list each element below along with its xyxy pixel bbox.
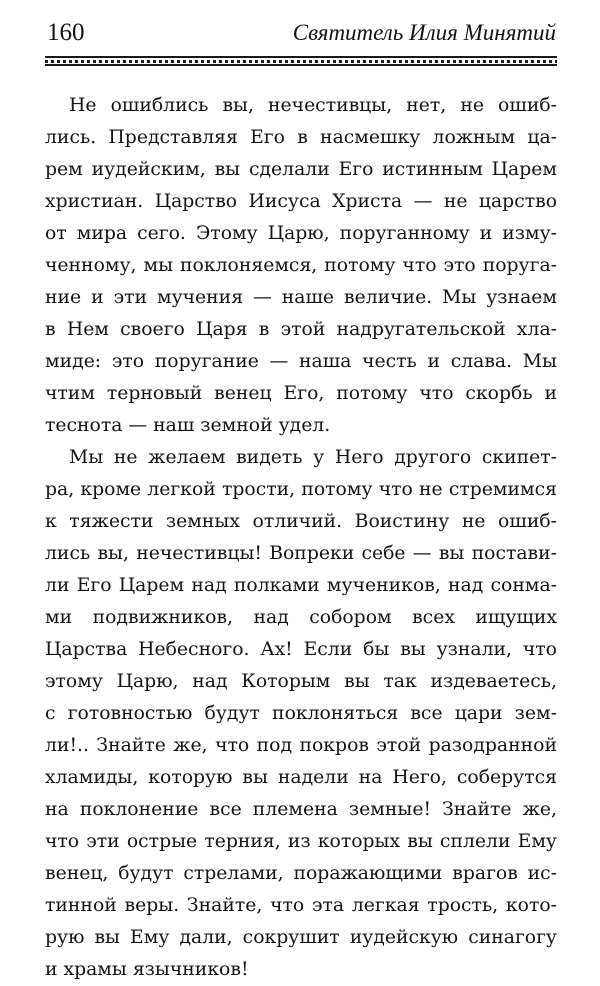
text-line: рем иудейским, вы сделали Его истинным Царем bbox=[45, 159, 557, 180]
text-line: Царства Небесного. Ах! Если бы вы узнали, что bbox=[45, 639, 557, 660]
running-title: Святитель Илия Минятий bbox=[292, 20, 556, 45]
text-line: Не ошиблись вы, нечестивцы, нет, не ошиб- bbox=[69, 95, 557, 116]
text-line: ли Его Царем над полками мучеников, над сонма- bbox=[45, 575, 557, 596]
text-line: хламиды, которую вы надели на Него, соберутся bbox=[45, 767, 557, 788]
text-line: что эти острые терния, из которых вы сплели Ему bbox=[45, 831, 557, 852]
text-line: ми подвижников, над собором всех ищущих bbox=[45, 607, 557, 628]
text-line: лись. Представляя Его в насмешку ложным ца- bbox=[45, 127, 557, 148]
text-line: ра, кроме легкой трости, потому что не стремимся bbox=[45, 479, 557, 500]
text-line: венец, будут стрелами, поражающими врагов ис- bbox=[45, 863, 557, 884]
text-line: христиан. Царство Иисуса Христа — не царство bbox=[45, 191, 557, 212]
text-line: чтим терновый венец Его, потому что скорбь и bbox=[45, 383, 557, 404]
body-text bbox=[45, 90, 557, 986]
page-number: 160 bbox=[47, 19, 85, 46]
text-line: в Нем своего Царя в этой надругательской хла- bbox=[45, 319, 557, 340]
text-line: и храмы язычников! bbox=[45, 959, 249, 980]
text-line: лись вы, нечестивцы! Вопреки себе — вы постави- bbox=[45, 543, 557, 564]
text-line: Мы не желаем видеть у Него другого скипет- bbox=[69, 447, 557, 468]
text-line: ли!.. Знайте же, что под покров этой разодранной bbox=[45, 735, 557, 756]
text-line: миде: это поругание — наша честь и слава. Мы bbox=[45, 351, 557, 372]
text-line: ние и эти мучения — наше величие. Мы узнаем bbox=[45, 287, 557, 308]
text-line: от мира сего. Этому Царю, поруганному и изму- bbox=[45, 223, 557, 244]
text-line: тинной веры. Знайте, что эта легкая трость, кото- bbox=[45, 895, 557, 916]
text-line: ченному, мы поклоняемся, потому что это поруга- bbox=[45, 255, 557, 276]
paragraph-2 bbox=[45, 442, 557, 986]
paragraph-1 bbox=[45, 90, 557, 442]
text-line: этому Царю, над Которым вы так издеваетесь, bbox=[45, 671, 557, 692]
page-header bbox=[47, 18, 556, 48]
text-line: рую вы Ему дали, сокрушит иудейскую синагогу bbox=[45, 927, 557, 948]
text-line: теснота — наш земной удел. bbox=[45, 415, 331, 436]
header-ornamental-rule bbox=[45, 56, 557, 66]
text-line: к тяжести земных отличий. Воистину не ошиб- bbox=[45, 511, 557, 532]
text-line: на поклонение все племена земные! Знайте же, bbox=[45, 799, 557, 820]
text-line: с готовностью будут поклоняться все цари зем- bbox=[45, 703, 557, 724]
